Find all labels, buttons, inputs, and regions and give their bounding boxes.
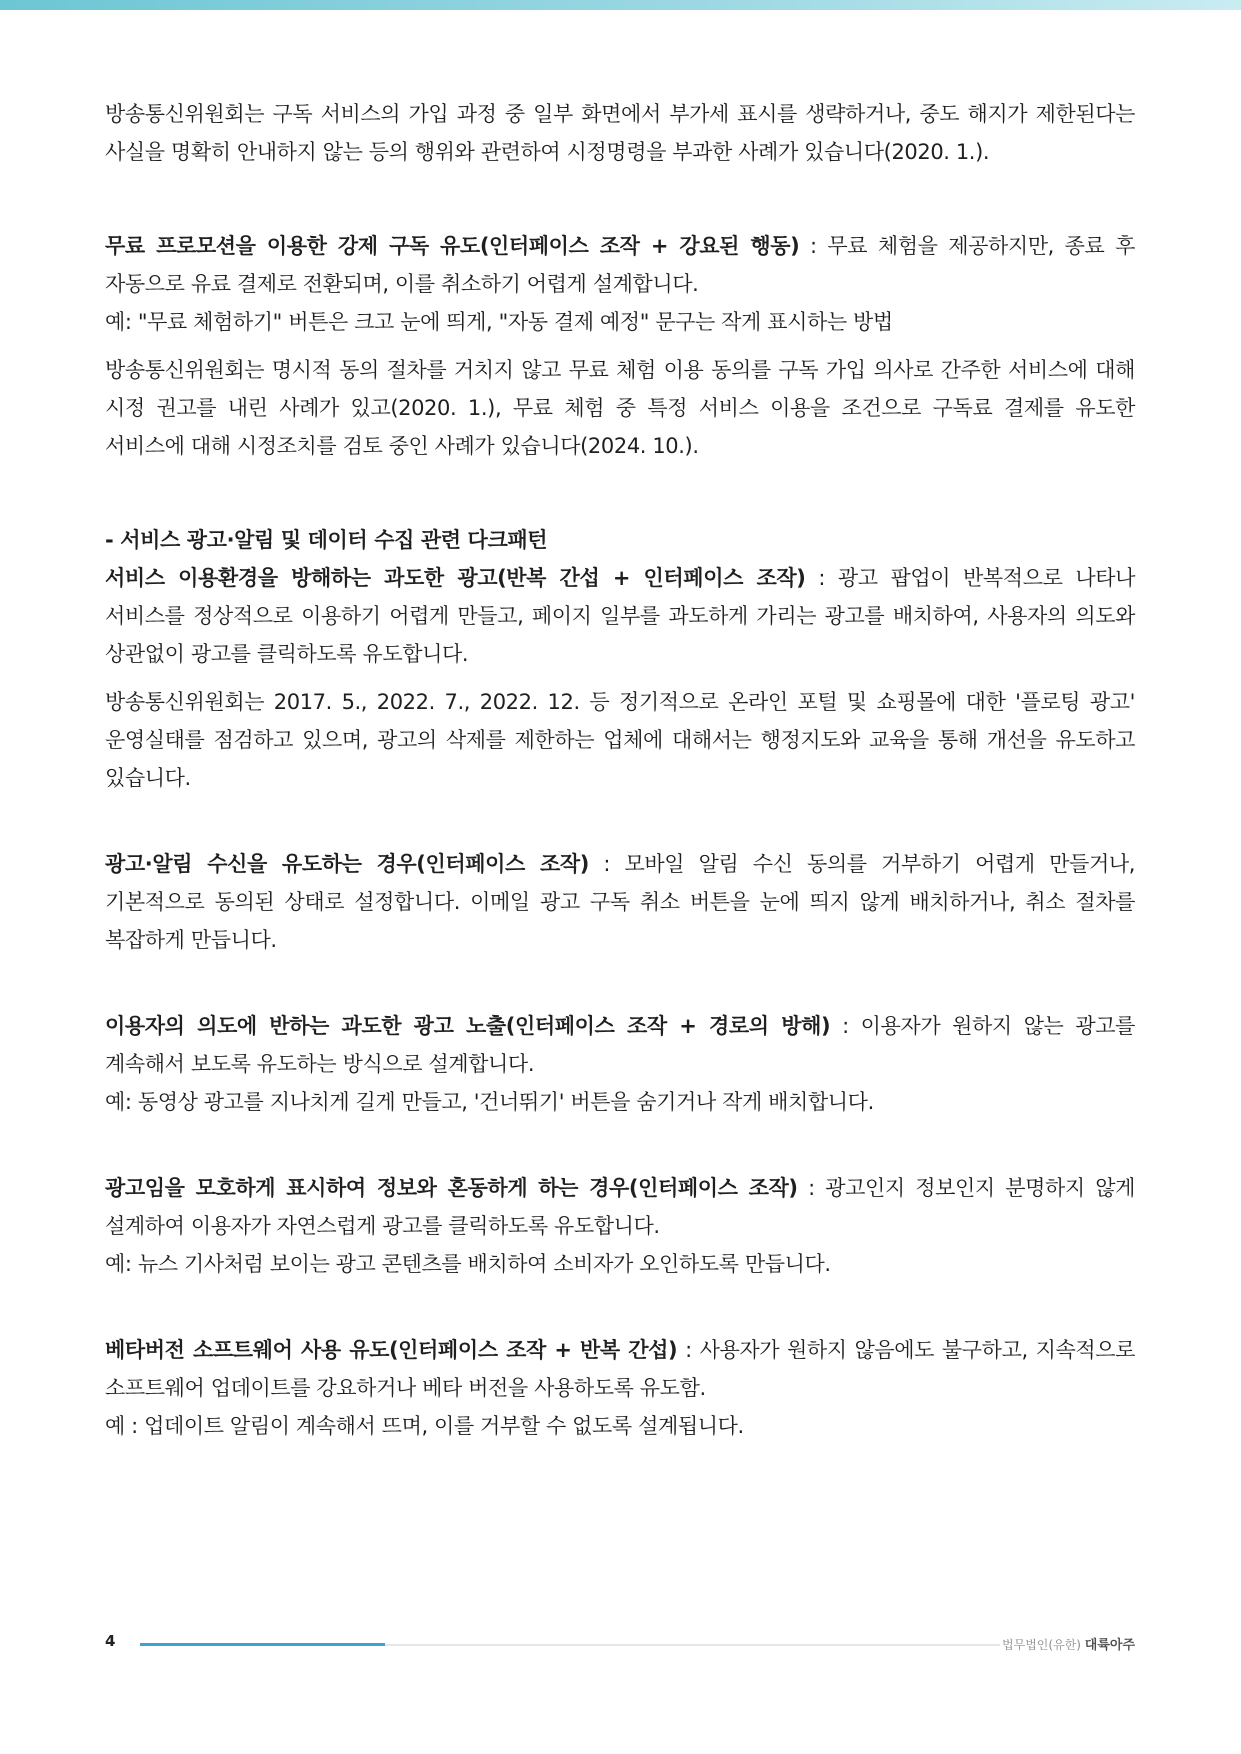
beta-software-title: 베타버전 소프트웨어 사용 유도(인터페이스 조작 + 반복 간섭) [105, 1338, 678, 1362]
unwanted-ad-exposure-body: : 이용자가 원하지 않는 광고를 계속해서 보도록 유도하는 방식으로 설계합니다. [105, 1014, 1136, 1076]
paragraph-beta-software [105, 1331, 1135, 1407]
firm-name: 대륙아주 [1084, 1638, 1135, 1653]
notification-consent-title: 광고·알림 수신을 유도하는 경우(인터페이스 조작) [105, 852, 589, 876]
excessive-ads-body: : 광고 팝업이 반복적으로 나타나 서비스를 정상적으로 이용하기 어렵게 만들고, 페이지 일부를 과도하게 가리는 광고를 배치하여, 사용자의 의도와 상관없이 광고를 클릭하도록 유도합니다. [105, 566, 1135, 666]
free-promotion-example: 예: "무료 체험하기" 버튼은 크고 눈에 띄게, "자동 결제 예정" 문구는 작게 표시하는 방법 [105, 310, 893, 334]
paragraph-kcc-subscription-case: 방송통신위원회는 구독 서비스의 가입 과정 중 일부 화면에서 부가세 표시를 생략하거나, 중도 해지가 제한된다는 사실을 명확히 안내하지 않는 등의 행위와 관련하여 시정명령을 부과한 사례가 있습니다(2020. 1.). [105, 102, 1135, 164]
disguised-ads-example: 예: 뉴스 기사처럼 보이는 광고 콘텐츠를 배치하여 소비자가 오인하도록 만듭니다. [105, 1252, 831, 1276]
section-heading: - 서비스 광고·알림 및 데이터 수집 관련 다크패턴 [105, 528, 548, 552]
disguised-ads-body: : 광고인지 정보인지 분명하지 않게 설계하여 이용자가 자연스럽게 광고를 클릭하도록 유도합니다. [105, 1176, 1135, 1238]
unwanted-ad-exposure-title: 이용자의 의도에 반하는 과도한 광고 노출(인터페이스 조작 + 경로의 방해) [105, 1014, 831, 1038]
excessive-ads-title: 서비스 이용환경을 방해하는 과도한 광고(반복 간섭 + 인터페이스 조작) [105, 566, 806, 590]
paragraph-kcc-floating-ads: 방송통신위원회는 2017. 5., 2022. 7., 2022. 12. 등 정기적으로 온라인 포털 및 쇼핑몰에 대한 '플로팅 광고' 운영실태를 점검하고 있으며, 광고의 삭제를 제한하는 업체에 대해서는 행정지도와 교육을 통해 개선을 유도하고 있습니다. [105, 690, 1135, 790]
paragraph-disguised-ads [105, 1169, 1135, 1245]
paragraph-unwanted-ad-exposure [105, 1007, 1135, 1083]
page-footer [105, 1630, 1135, 1660]
firm-prefix: 법무법인(유한) [1002, 1638, 1085, 1652]
paragraph-free-promotion [105, 227, 1135, 303]
paragraph-excessive-ads [105, 559, 1135, 673]
disguised-ads-title: 광고임을 모호하게 표시하여 정보와 혼동하게 하는 경우(인터페이스 조작) [105, 1176, 798, 1200]
paragraph-kcc-free-trial-case: 방송통신위원회는 명시적 동의 절차를 거치지 않고 무료 체험 이용 동의를 구독 가입 의사로 간주한 서비스에 대해 시정 권고를 내린 사례가 있고(2020. 1.), 무료 체험 중 특정 서비스 이용을 조건으로 구독료 결제를 유도한 서비스에 대해 시정조치를 검토 중인 사례가 있습니다(2024. 10.). [105, 358, 1135, 458]
notification-consent-body: : 모바일 알림 수신 동의를 거부하기 어렵게 만들거나, 기본적으로 동의된 상태로 설정합니다. 이메일 광고 구독 취소 버튼을 눈에 띄지 않게 배치하거나, 취소 절차를 복잡하게 만듭니다. [105, 852, 1135, 952]
document-body [105, 95, 1135, 1445]
top-accent-bar [0, 0, 1241, 10]
firm-label [1002, 1634, 1135, 1653]
page-number: 4 [105, 1632, 116, 1650]
free-promotion-title: 무료 프로모션을 이용한 강제 구독 유도(인터페이스 조작 + 강요된 행동) [105, 234, 800, 258]
free-promotion-body: : 무료 체험을 제공하지만, 종료 후 자동으로 유료 결제로 전환되며, 이를 취소하기 어렵게 설계합니다. [105, 234, 1135, 296]
unwanted-ad-exposure-example: 예: 동영상 광고를 지나치게 길게 만들고, '건너뛰기' 버튼을 숨기거나 작게 배치합니다. [105, 1090, 874, 1114]
footer-divider-accent [140, 1643, 385, 1646]
beta-software-body: : 사용자가 원하지 않음에도 불구하고, 지속적으로 소프트웨어 업데이트를 강요하거나 베타 버전을 사용하도록 유도함. [105, 1338, 1136, 1400]
beta-software-example: 예 : 업데이트 알림이 계속해서 뜨며, 이를 거부할 수 없도록 설계됩니다. [105, 1414, 744, 1438]
paragraph-notification-consent [105, 845, 1135, 959]
